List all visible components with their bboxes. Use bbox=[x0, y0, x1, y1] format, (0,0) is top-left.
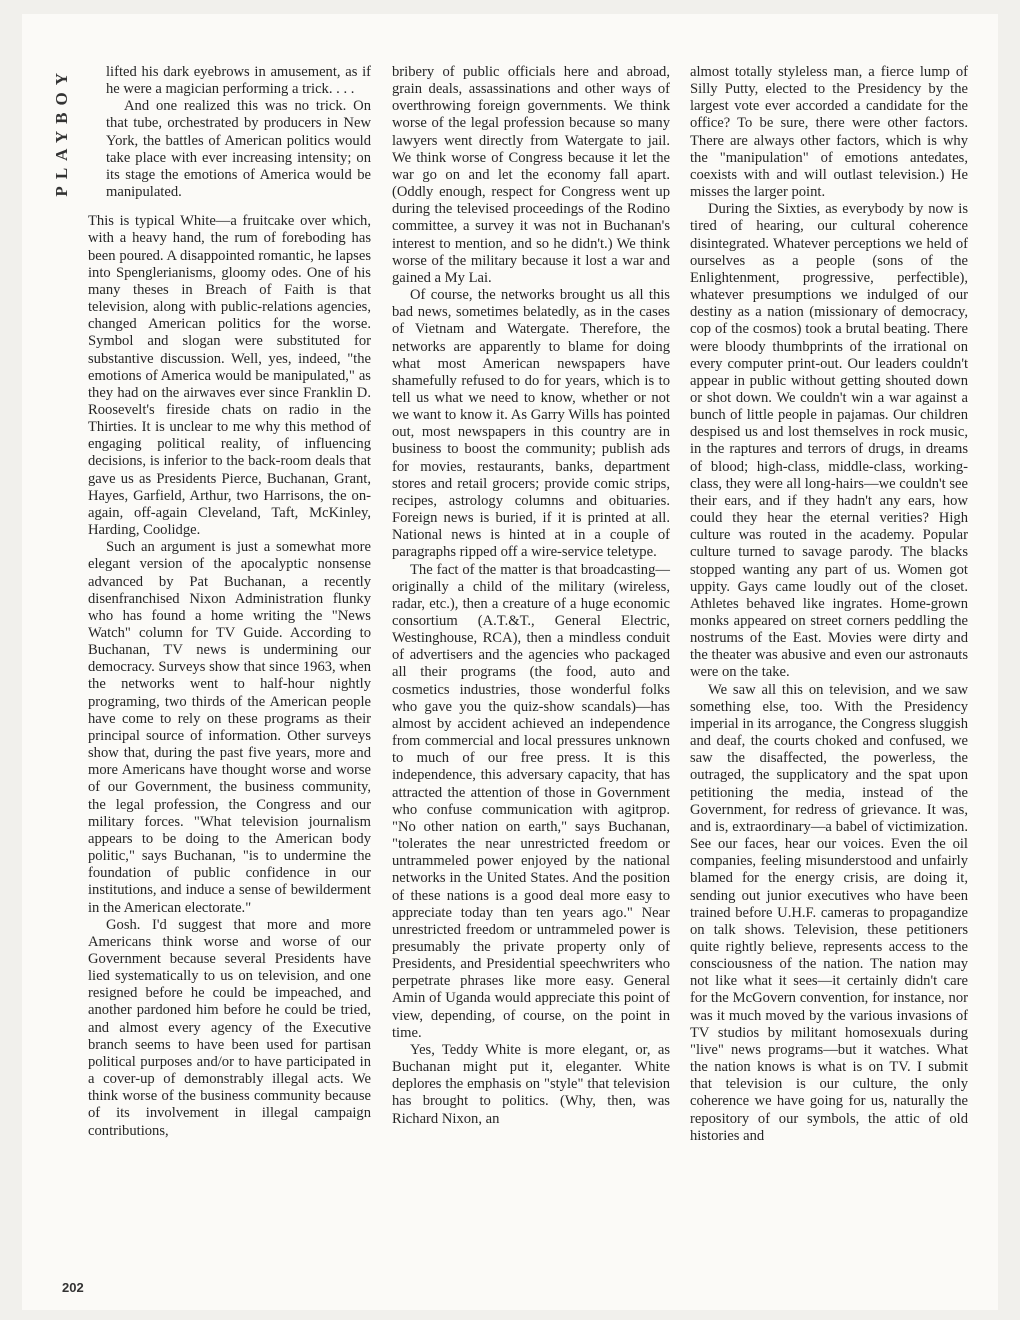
body-paragraph: Of course, the networks brought us all this bad news, sometimes belatedly, as in the cases of Vietnam and Watergate. Therefore, the networks are apparently to blame for doing what most American newspapers have shamefully refused to do for years, which is to tell us what we need to know, whether or not we want to know it. As Garry Wills has pointed out, most newspapers in this country are in business to boost the community; publish ads for movies, restaurants, banks, department stores and retail grocers; provide comic strips, recipes, astrology columns and obituaries. Foreign news is buried, if it is printed at all. National news is hinted at in a couple of paragraphs ripped off a wire-service teletype. bbox=[392, 287, 670, 561]
body-paragraph: Gosh. I'd suggest that more and more Americans think worse and worse of our Government because several Presidents have lied systematically to us on television, and one resigned before he could be impeached, and another pardoned him before he could be tried, and almost every agency of the Executive branch seems to have been used for partisan political purposes and/or to have participated in a cover-up of demonstrably illegal acts. We think worse of the business community because of its involvement in illegal campaign contributions, bbox=[88, 916, 371, 1139]
quote-paragraph: lifted his dark eyebrows in amusement, as if he were a magician performing a trick. . . . bbox=[106, 64, 371, 98]
column-1 bbox=[88, 64, 371, 1140]
magazine-page bbox=[22, 14, 998, 1310]
page-number: 202 bbox=[62, 1280, 84, 1295]
magazine-side-label: PLAYBOY bbox=[52, 66, 71, 197]
column-2 bbox=[392, 64, 670, 1128]
block-quote bbox=[106, 64, 371, 201]
quote-paragraph: And one realized this was no trick. On that tube, orchestrated by producers in New York, the battles of American politics would take place with ever increasing intensity; on its stage the emotions of America would be manipulated. bbox=[106, 98, 371, 201]
body-paragraph: This is typical White—a fruitcake over which, with a heavy hand, the rum of foreboding has been poured. A disappointed romantic, he lapses into Spenglerianisms, gloomy odes. One of his many theses in Breach of Faith is that television, along with public-relations agencies, changed American politics for the worse. Symbol and slogan were substituted for substantive discussion. Well, yes, indeed, "the emotions of America would be manipulated," as they had on the airwaves ever since Franklin D. Roosevelt's fireside chats on radio in the Thirties. It is unclear to me why this method of engaging political reality, of influencing decisions, is inferior to the back-room deals that gave us as Presidents Pierce, Buchanan, Grant, Hayes, Garfield, Arthur, two Harrisons, the on-again, off-again Cleveland, Taft, McKinley, Harding, Coolidge. bbox=[88, 213, 371, 539]
body-paragraph: almost totally styleless man, a fierce lump of Silly Putty, elected to the Presidency by the largest vote ever accorded a candidate for the office? To be sure, there were other factors. There are always other factors, which is why the "manipulation" of emotions antedates, coexists with and will outlast television.) He misses the larger point. bbox=[690, 64, 968, 201]
body-paragraph: The fact of the matter is that broadcasting—originally a child of the military (wireless, radar, etc.), then a creature of a huge economic consortium (A.T.&T., General Electric, Westinghouse, RCA), then a mindless conduit of advertisers and the agencies who packaged all their programs (the food, auto and cosmetics industries, those wonderful folks who gave you the quiz-show scandals)—has almost by accident achieved an independence from commercial and local pressures unknown to much of our free press. It is this independence, this adversary capacity, that has attracted the attention of those in Government who confuse communication with agitprop. "No other nation on earth," says Buchanan, "tolerates the near unrestricted freedom or untrammeled power enjoyed by the national networks in the United States. And the position of these nations is a good deal more easy to appreciate today than ten years ago." Near unrestricted freedom or untrammeled power is presumably the private property only of Presidents, and Presidential speechwriters who perpetrate phrases like more easy. General Amin of Uganda would appreciate this point of view, depending, of course, on the point in time. bbox=[392, 561, 670, 1041]
body-paragraph: bribery of public officials here and abroad, grain deals, assassinations and other ways of overthrowing foreign governments. We think worse of the legal profession because so many lawyers went directly from Watergate to jail. We think worse of Congress because it let the war go on and let the economy fall apart. (Oddly enough, respect for Congress went up during the televised proceedings of the Rodino committee, a survey it was not in Buchanan's interest to mention, and so he didn't.) We think worse of the military because it lost a war and gained a My Lai. bbox=[392, 64, 670, 286]
body-paragraph: Yes, Teddy White is more elegant, or, as Buchanan might put it, eleganter. White deplores the emphasis on "style" that television has brought to politics. (Why, then, was Richard Nixon, an bbox=[392, 1041, 670, 1127]
body-paragraph: Such an argument is just a somewhat more elegant version of the apocalyptic nonsense advanced by Pat Buchanan, a recently disenfranchised Nixon Administration flunky who has found a home writing the "News Watch" column for TV Guide. According to Buchanan, TV news is undermining our democracy. Surveys show that since 1963, when the networks went to half-hour nightly programing, two thirds of the American people have come to rely on these programs as their principal source of information. Other surveys show that, during the past five years, more and more Americans have thought worse and worse of our Government, the business community, the legal profession, the Congress and our military forces. "What television journalism appears to be doing to the American body politic," says Buchanan, "is to undermine the foundation of public confidence in our institutions, and induce a sense of bewilderment in the American electorate." bbox=[88, 539, 371, 916]
body-paragraph: During the Sixties, as everybody by now is tired of hearing, our cultural coherence disintegrated. Whatever perceptions we held of ourselves as a people (sons of the Enlightenment, progressive, perfectible), whatever presumptions we indulged of our destiny as a nation (missionary of democracy, cop of the cosmos) took a brutal beating. There were bloody thumbprints of the irrational on every computer print-out. Our leaders couldn't appear in public without getting shouted down or shot down. We couldn't win a war against a bunch of little people in pajamas. Our children despised us and lost themselves in rock music, in the raptures and terrors of drugs, in dreams of blood; high-class, middle-class, working-class, they were all long-hairs—we couldn't see their ears, and if they hadn't any ears, how could they hear the eternal verities? High culture was routed in the academy. Popular culture turned to savage parody. The blacks stopped wanting any part of us. Women got uppity. Gays came loudly out of the closet. Athletes behaved like ingrates. Home-grown monks appeared on street corners peddling the nostrums of the East. Movies were dirty and the theater was abusive and even our astronauts were on the take. bbox=[690, 201, 968, 681]
column-3 bbox=[690, 64, 968, 1145]
body-paragraph: We saw all this on television, and we saw something else, too. With the Presidency imperial in its arrogance, the Congress sluggish and deaf, the courts choked and confused, we saw the disaffected, the powerless, the outraged, the supplicatory and the spat upon petitioning the media, instead of the Government, for redress of grievance. It was, and is, extraordinary—a babel of victimization. See our faces, hear our voices. Even the oil companies, feeling misunderstood and unfairly blamed for the energy crisis, are doing it, sending out junior executives who have been trained before U.H.F. cameras to propagandize on talk shows. Television, these petitioners quite rightly believe, represents access to the consciousness of the nation. The nation may not like what it sees—it certainly didn't care for the McGovern convention, for instance, nor was it much moved by the various invasions of TV studios by militant homosexuals during "live" news programs—but it watches. What the nation knows is what is on TV. I submit that television is our culture, the only coherence we have going for us, naturally the repository of our symbols, the attic of old histories and bbox=[690, 681, 968, 1144]
